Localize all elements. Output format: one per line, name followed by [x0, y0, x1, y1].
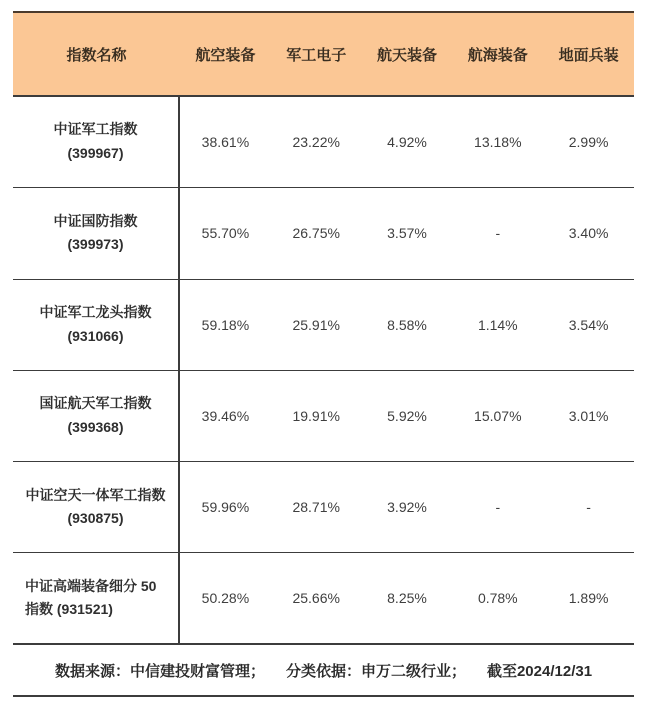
table-footer-note	[13, 645, 634, 697]
index-name-line: 指数 (931521)	[25, 601, 113, 618]
footer-note-segment: 数据来源：中信建投财富管理；	[54, 662, 265, 680]
index-name-line: (930875)	[67, 510, 124, 527]
column-header: 航空装备	[195, 46, 256, 64]
index-name-cell	[13, 97, 180, 187]
weight-value-cell: 25.91%	[292, 316, 340, 333]
weight-value-cell: 3.01%	[568, 408, 609, 425]
index-name-cell	[13, 371, 180, 461]
table-row	[13, 462, 634, 553]
weight-value-cell: 3.54%	[568, 316, 609, 333]
table-row	[13, 371, 634, 462]
index-name-line: (399368)	[67, 419, 124, 436]
index-name-line: 中证国防指数	[53, 212, 138, 229]
index-name-line: (931066)	[67, 327, 124, 344]
weight-value-cell: 4.92%	[387, 134, 427, 151]
weight-value-cell: 39.46%	[201, 408, 250, 425]
index-name-line: 国证航天军工指数	[39, 395, 152, 412]
column-header: 航天装备	[376, 46, 437, 64]
weight-value-cell: 25.66%	[292, 590, 340, 607]
weight-value-cell: 8.58%	[387, 316, 427, 333]
weight-value-cell: 3.57%	[387, 225, 427, 242]
footer-note-segment: 分类依据：申万二级行业；	[285, 662, 466, 680]
table-row	[13, 188, 634, 279]
table-row	[13, 553, 634, 645]
weight-value-cell: 28.71%	[292, 499, 340, 516]
column-header: 航海装备	[467, 46, 528, 64]
weight-value-cell: 8.25%	[387, 590, 427, 607]
weight-value-cell: -	[586, 499, 591, 516]
index-name-line: 中证高端装备细分 50	[25, 577, 157, 594]
weight-value-cell: 1.14%	[477, 316, 518, 333]
column-header-index-name: 指数名称	[66, 46, 127, 64]
weight-value-cell: 1.89%	[568, 590, 609, 607]
weight-value-cell: 23.22%	[292, 134, 340, 151]
table-header-row	[13, 11, 634, 97]
weight-value-cell: 38.61%	[201, 134, 250, 151]
index-name-cell	[13, 280, 180, 370]
weight-value-cell: 0.78%	[477, 590, 518, 607]
weight-value-cell: 59.18%	[201, 316, 250, 333]
table-body	[13, 97, 634, 645]
weight-value-cell: 26.75%	[292, 225, 340, 242]
index-name-line: (399973)	[67, 236, 124, 253]
weight-value-cell: 2.99%	[568, 134, 609, 151]
index-name-cell	[13, 188, 180, 278]
weight-value-cell: 50.28%	[201, 590, 250, 607]
weight-value-cell: 3.92%	[387, 499, 427, 516]
index-name-cell	[13, 462, 180, 552]
index-name-cell	[13, 553, 180, 643]
index-name-line: 中证军工龙头指数	[39, 303, 152, 320]
index-sector-weight-table	[13, 11, 634, 697]
footer-note-segment: 截至2024/12/31	[486, 662, 593, 680]
weight-value-cell: 3.40%	[568, 225, 609, 242]
weight-value-cell: 59.96%	[201, 499, 250, 516]
weight-value-cell: 55.70%	[201, 225, 250, 242]
weight-value-cell: 15.07%	[474, 408, 522, 425]
index-name-line: 中证空天一体军工指数	[25, 486, 166, 503]
weight-value-cell: 19.91%	[292, 408, 340, 425]
weight-value-cell: 5.92%	[387, 408, 427, 425]
index-name-line: 中证军工指数	[53, 121, 138, 138]
column-header: 地面兵装	[558, 46, 619, 64]
table-row	[13, 97, 634, 188]
index-name-line: (399967)	[67, 145, 124, 162]
weight-value-cell: 13.18%	[474, 134, 522, 151]
table-row	[13, 280, 634, 371]
column-header: 军工电子	[286, 46, 347, 64]
weight-value-cell: -	[495, 499, 501, 516]
weight-value-cell: -	[495, 225, 501, 242]
